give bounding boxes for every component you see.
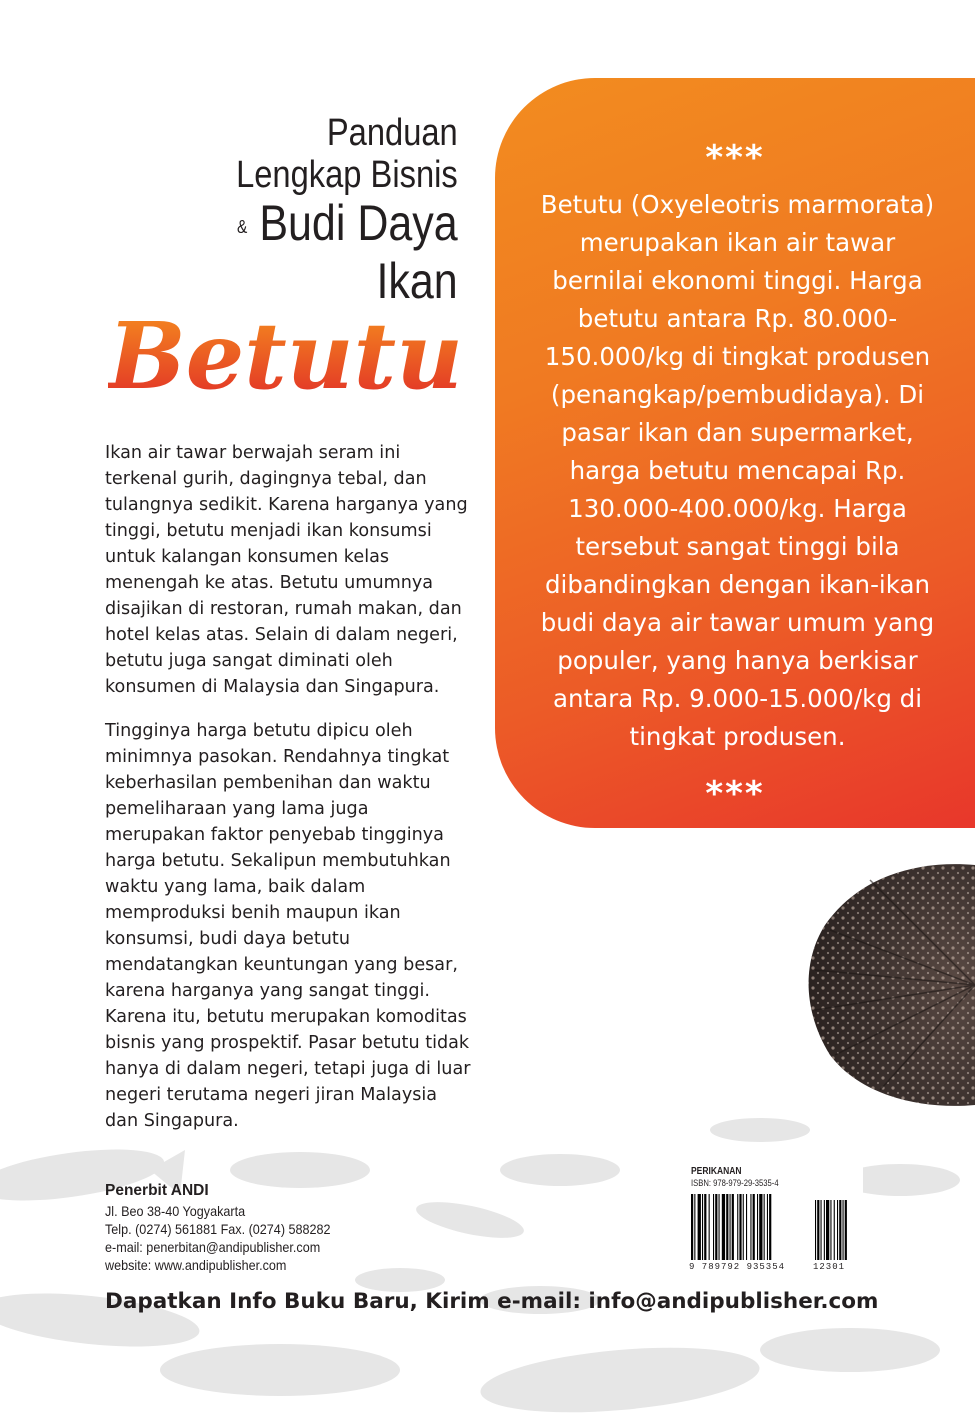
barcode-addon-bar xyxy=(845,1200,847,1260)
script-title-text: Betutu xyxy=(108,302,464,410)
title-line-2: Lengkap Bisnis xyxy=(236,154,458,196)
body-paragraph-2: Tingginya harga betutu dipicu oleh minimnya pasokan. Rendahnya tingkat keberhasilan pembenihan dan waktu pemeliharaan yang lama juga merupakan faktor penyebab tingginya harga betutu. Sekalipun membutuhkan waktu yang lama, baik dalam memproduksi benih maupun ikan konsumsi, budi daya betutu mendatangkan keuntungan yang besar, karena harganya yang sangat tinggi. Karena itu, betutu merupakan komoditas bisnis yang prospektif. Pasar betutu tidak hanya di dalam negeri, tetapi juga di luar negeri terutama negeri jiran Malaysia dan Singapura. xyxy=(105,721,471,1131)
barcode-isbn: ISBN: 978-979-29-3535-4 xyxy=(691,1178,779,1188)
publisher-website: website: www.andipublisher.com xyxy=(105,1257,287,1273)
barcode-bar xyxy=(713,1194,714,1260)
barcode-category: PERIKANAN xyxy=(691,1166,742,1177)
barcode-bar xyxy=(719,1194,720,1260)
barcode-bar xyxy=(702,1194,703,1260)
body-paragraph-1: Ikan air tawar berwajah seram ini terkenal gurih, dagingnya tebal, dan tulangnya sedikit. Karena harganya yang tinggi, betutu menjadi ikan konsumsi untuk kalangan konsumen kelas menengah ke atas. Betutu umumnya disajikan di restoran, rumah makan, dan hotel kelas atas. Selain di dalam negeri, betutu juga sangat diminati oleh konsumen di Malaysia dan Singapura. xyxy=(105,443,468,697)
barcode-bar xyxy=(709,1194,710,1260)
barcode-bar xyxy=(694,1194,695,1260)
barcode-bar xyxy=(769,1194,771,1260)
barcode-addon-bar xyxy=(824,1200,825,1260)
barcode-bar xyxy=(722,1194,725,1260)
barcode-bar xyxy=(759,1194,762,1260)
barcode-bar xyxy=(739,1194,741,1260)
publisher-email: e-mail: penerbitan@andipublisher.com xyxy=(105,1239,321,1255)
stars-bottom: *** xyxy=(705,774,765,814)
title-line-3-text: Budi Daya xyxy=(259,195,458,251)
barcode-bar xyxy=(767,1194,768,1260)
barcode-bar xyxy=(715,1194,717,1260)
publisher-phone: Telp. (0274) 561881 Fax. (0274) 588282 xyxy=(105,1221,331,1237)
title-ampersand: & xyxy=(237,216,248,237)
barcode-addon: 12301 xyxy=(813,1262,846,1272)
barcode-addon-bar xyxy=(837,1200,838,1260)
barcode-number: 9 789792 935354 xyxy=(689,1262,786,1272)
barcode-bar xyxy=(704,1194,706,1260)
script-title-logo xyxy=(108,300,468,410)
title-line-4: Ikan xyxy=(376,252,458,309)
barcode-bar xyxy=(726,1194,728,1260)
barcode-bar xyxy=(737,1194,738,1260)
barcode-bar xyxy=(691,1194,693,1260)
barcode-addon-bar xyxy=(817,1200,819,1260)
stars-top: *** xyxy=(705,138,765,178)
publisher-info xyxy=(105,1182,356,1274)
barcode-addon-bar xyxy=(821,1200,822,1260)
barcode-addon-bar xyxy=(815,1200,816,1260)
barcode-bar xyxy=(764,1194,765,1260)
barcode-bar xyxy=(698,1194,701,1260)
title-line-3 xyxy=(236,196,458,254)
publisher-name: Penerbit ANDI xyxy=(105,1182,209,1199)
barcode-addon-bar xyxy=(830,1200,831,1260)
barcode-addon-bar xyxy=(834,1200,835,1260)
barcode-bar xyxy=(732,1194,734,1260)
call-to-action: Dapatkan Info Buku Baru, Kirim e-mail: info@andipublisher.com xyxy=(105,1289,879,1314)
barcode-bar xyxy=(746,1194,747,1260)
barcode-addon-bar xyxy=(843,1200,844,1260)
barcode-addon-bar xyxy=(839,1200,841,1260)
barcode-bar xyxy=(757,1194,758,1260)
publisher-address: Jl. Beo 38-40 Yogyakarta xyxy=(105,1203,246,1219)
highlight-text: Betutu (Oxyeleotris marmorata) merupakan ikan air tawar bernilai ekonomi tinggi. Harga betutu antara Rp. 80.000-150.000/kg di tingkat produsen (penangkap/pembudidaya). Di pasar ikan dan supermarket, harga betutu mencapai Rp. 130.000-400.000/kg. Harga tersebut sangat tinggi bila dibandingkan dengan ikan-ikan budi daya air tawar umum yang populer, yang hanya berkisar antara Rp. 9.000-15.000/kg di tingkat produsen. xyxy=(540,190,935,751)
barcode-label xyxy=(685,1162,863,1280)
barcode-addon-bar xyxy=(826,1200,829,1260)
barcode-bar xyxy=(753,1194,755,1260)
barcode-bar xyxy=(750,1194,751,1260)
barcode-bar xyxy=(743,1194,744,1260)
fish-fin-image xyxy=(800,855,975,1110)
barcode-bars xyxy=(691,1194,857,1260)
title-line-1: Panduan xyxy=(327,112,458,154)
book-title xyxy=(200,112,458,308)
barcode-bar xyxy=(730,1194,731,1260)
